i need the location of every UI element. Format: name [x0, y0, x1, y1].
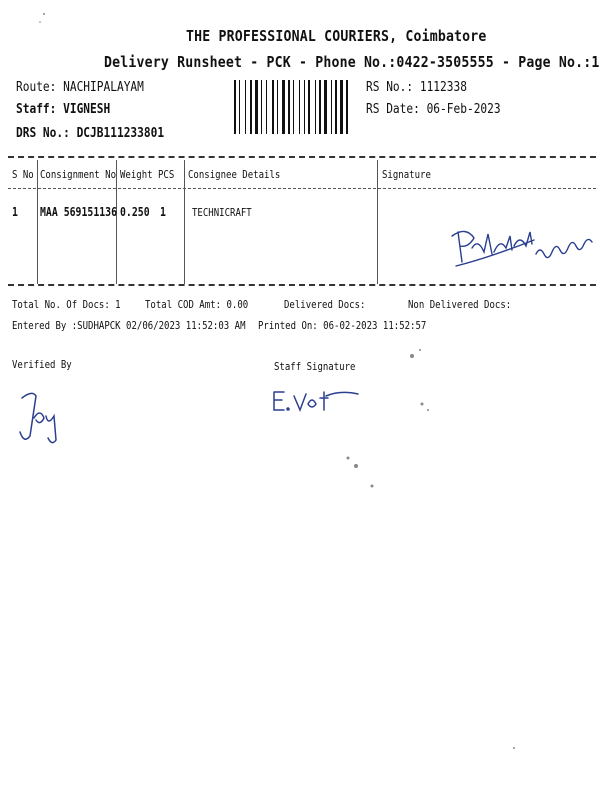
- total-cod-amount: Total COD Amt: 0.00: [145, 298, 249, 311]
- staff-signature-label: Staff Signature: [274, 360, 356, 373]
- rs-number: RS No.: 1112338: [366, 80, 467, 95]
- row-consignee: TECHNICRAFT: [192, 206, 252, 219]
- column-header-consignment: Consignment No: [40, 168, 117, 181]
- entered-by: Entered By :SUDHAPCK 02/06/2023 11:52:03 AM: [12, 319, 246, 332]
- row-consignment-number: MAA 569151136: [40, 205, 118, 219]
- delivered-docs: Delivered Docs:: [284, 298, 366, 311]
- column-header-weight: Weight: [120, 168, 153, 181]
- non-delivered-docs: Non Delivered Docs:: [408, 298, 512, 311]
- column-header-signature: Signature: [382, 168, 431, 181]
- document-title: THE PROFESSIONAL COURIERS, Coimbatore: [186, 27, 487, 45]
- verified-by-label: Verified By: [12, 358, 72, 371]
- drs-number: DRS No.: DCJB111233801: [16, 126, 165, 141]
- row-weight: 0.250: [120, 205, 150, 219]
- row-sno: 1: [12, 205, 18, 219]
- printed-on: Printed On: 06-02-2023 11:52:57: [258, 319, 427, 332]
- row-pcs: 1: [160, 205, 166, 219]
- rs-date: RS Date: 06-Feb-2023: [366, 102, 501, 117]
- total-docs: Total No. Of Docs: 1: [12, 298, 121, 311]
- route-field: Route: NACHIPALAYAM: [16, 80, 144, 95]
- staff-field: Staff: VIGNESH: [16, 102, 111, 117]
- document-subtitle: Delivery Runsheet - PCK - Phone No.:0422-3505555 - Page No.:1: [104, 53, 600, 71]
- column-header-pcs: PCS: [158, 168, 175, 181]
- column-header-sno: S No: [12, 168, 34, 181]
- column-header-consignee: Consignee Details: [188, 168, 281, 181]
